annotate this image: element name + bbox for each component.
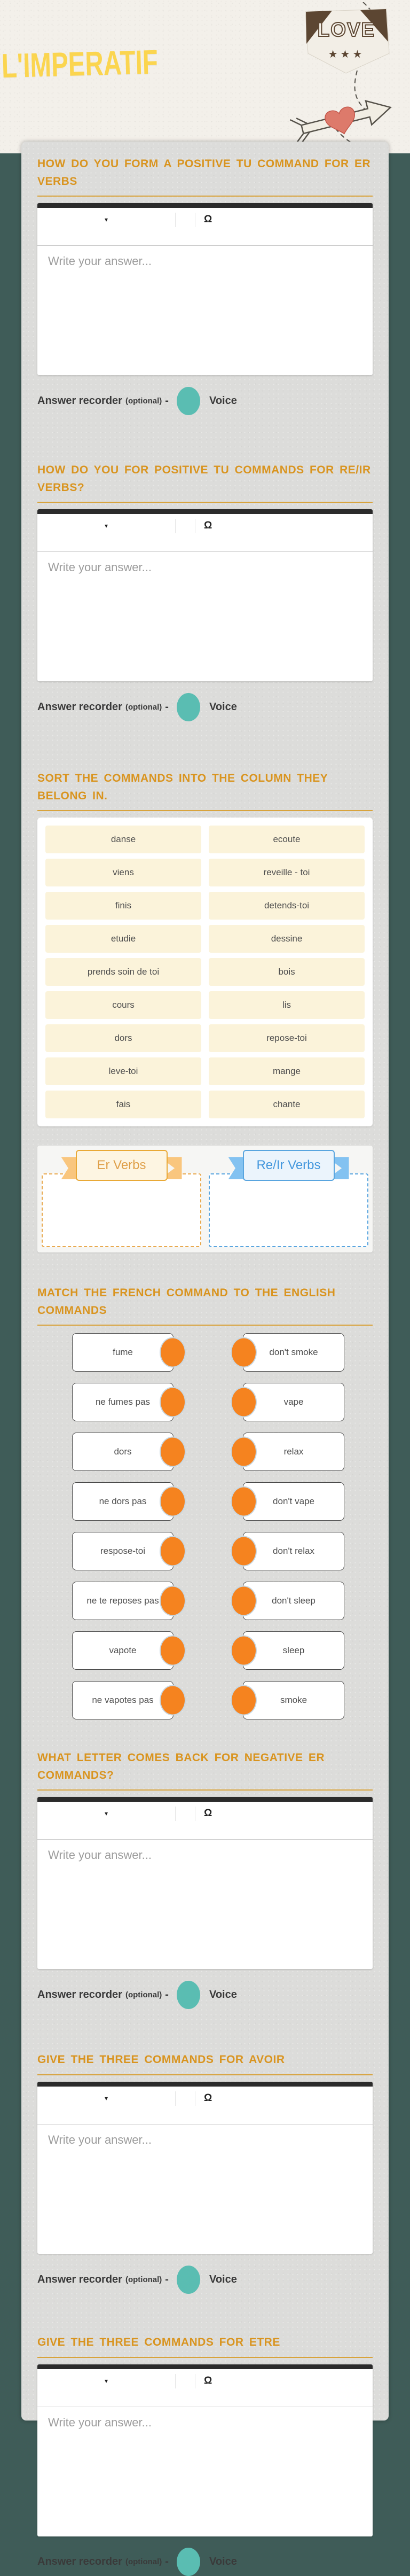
- match-pair-row: [72, 1383, 373, 1421]
- voice-record-button[interactable]: [177, 2548, 200, 2576]
- match-french-card: [72, 1681, 174, 1719]
- question-title: MATCH THE FRENCH COMMAND TO THE ENGLISH COMMANDS: [37, 1287, 336, 1317]
- answer-recorder-optional-label: (optional): [125, 1990, 162, 1999]
- match-french-label: ne vapotes pas: [92, 1695, 154, 1706]
- special-characters-omega-button[interactable]: Ω: [204, 2375, 212, 2386]
- answer-recorder-optional-label: (optional): [125, 2275, 162, 2284]
- sort-command-tile[interactable]: detends-toi: [209, 892, 365, 920]
- banner-stars: ★★★: [328, 49, 365, 60]
- toolbar-divider: [175, 2091, 176, 2106]
- answer-recorder-dash: -: [165, 701, 169, 713]
- drop-zone-er-verbs[interactable]: [42, 1146, 201, 1252]
- editor-toolbar: [37, 1802, 373, 1839]
- toolbar-divider: [175, 213, 176, 227]
- toolbar-divider: [175, 519, 176, 533]
- match-connector-dot[interactable]: [160, 1685, 186, 1716]
- title-underline: [37, 196, 373, 197]
- er-verbs-ribbon-label: Er Verbs: [76, 1150, 168, 1181]
- match-connector-dot[interactable]: [160, 1387, 186, 1418]
- sort-command-tile[interactable]: dors: [45, 1024, 201, 1052]
- match-pair-row: [72, 1333, 373, 1372]
- match-english-card: [243, 1582, 344, 1620]
- answer-recorder-row: [37, 693, 373, 721]
- editor-top-bar: [37, 509, 373, 514]
- match-french-card: [72, 1532, 174, 1570]
- answer-recorder-dash: -: [165, 2556, 169, 2568]
- sort-command-tile[interactable]: bois: [209, 958, 365, 986]
- sort-tiles-card: [37, 818, 373, 1126]
- editor-toolbar: [37, 208, 373, 245]
- match-connector-dot[interactable]: [231, 1586, 257, 1616]
- answer-recorder-dash: -: [165, 394, 169, 407]
- match-connector-dot[interactable]: [160, 1586, 186, 1616]
- match-french-label: fume: [113, 1347, 133, 1358]
- answer-editor: [37, 2082, 373, 2254]
- special-characters-omega-button[interactable]: Ω: [204, 214, 212, 225]
- question-free-text-negative-er: [37, 1749, 373, 2009]
- answer-placeholder: Write your answer...: [48, 561, 152, 574]
- match-french-label: dors: [114, 1446, 132, 1457]
- toolbar-divider: [175, 2374, 176, 2388]
- match-connector-dot[interactable]: [231, 1487, 257, 1517]
- match-english-card: [243, 1631, 344, 1670]
- match-english-label: don't relax: [273, 1546, 314, 1557]
- answer-textarea[interactable]: [37, 551, 373, 681]
- question-title: SORT THE COMMANDS INTO THE COLUMN THEY BELONG IN.: [37, 772, 328, 802]
- voice-button-label: Voice: [209, 701, 237, 713]
- match-english-label: vape: [283, 1397, 304, 1407]
- er-verbs-drop-area[interactable]: [42, 1173, 201, 1247]
- match-pair-row: [72, 1532, 373, 1570]
- answer-recorder-label: Answer recorder: [37, 394, 122, 407]
- answer-recorder-dash: -: [165, 2273, 169, 2285]
- match-french-label: ne fumes pas: [95, 1397, 151, 1407]
- voice-record-button[interactable]: [177, 1981, 200, 2009]
- paragraph-style-dropdown-caret-icon[interactable]: ▾: [104, 216, 108, 224]
- answer-recorder-label: Answer recorder: [37, 701, 122, 713]
- special-characters-omega-button[interactable]: Ω: [204, 520, 212, 532]
- sort-command-tile[interactable]: fais: [45, 1091, 201, 1118]
- answer-recorder-optional-label: (optional): [125, 702, 162, 712]
- match-connector-dot[interactable]: [231, 1337, 257, 1368]
- sort-command-tile[interactable]: cours: [45, 991, 201, 1019]
- editor-toolbar: [37, 514, 373, 551]
- sort-command-tile[interactable]: mange: [209, 1057, 365, 1085]
- answer-recorder-row: [37, 387, 373, 415]
- match-french-card: [72, 1333, 174, 1372]
- question-title: WHAT LETTER COMES BACK FOR NEGATIVE ER COMMANDS?: [37, 1752, 325, 1781]
- sort-command-tile[interactable]: danse: [45, 826, 201, 853]
- toolbar-divider: [175, 1807, 176, 1821]
- answer-recorder-optional-label: (optional): [125, 2557, 162, 2567]
- answer-recorder-optional-label: (optional): [125, 396, 162, 406]
- match-french-label: vapote: [109, 1645, 137, 1656]
- title-underline: [37, 502, 373, 503]
- match-english-label: don't smoke: [269, 1347, 318, 1358]
- editor-top-bar: [37, 2082, 373, 2087]
- match-connector-dot[interactable]: [231, 1536, 257, 1567]
- answer-recorder-label: Answer recorder: [37, 2556, 122, 2568]
- answer-placeholder: Write your answer...: [48, 2415, 152, 2429]
- er-verbs-ribbon: [61, 1150, 182, 1184]
- sort-drop-zones: [37, 1146, 373, 1252]
- match-french-card: [72, 1631, 174, 1670]
- match-connector-dot[interactable]: [160, 1437, 186, 1467]
- match-pair-row: [72, 1681, 373, 1719]
- answer-textarea[interactable]: [37, 2407, 373, 2536]
- paragraph-style-dropdown-caret-icon[interactable]: ▾: [104, 2377, 108, 2385]
- answer-recorder-label: Answer recorder: [37, 2273, 122, 2285]
- answer-recorder-row: [37, 2266, 373, 2293]
- page-title: L'IMPERATIF: [1, 43, 159, 85]
- question-free-text-avoir: [37, 2051, 373, 2293]
- special-characters-omega-button[interactable]: Ω: [204, 2092, 212, 2104]
- match-english-label: relax: [283, 1446, 304, 1457]
- match-connector-dot[interactable]: [160, 1487, 186, 1517]
- editor-top-bar: [37, 2364, 373, 2369]
- match-english-card: [243, 1333, 344, 1372]
- editor-top-bar: [37, 203, 373, 208]
- sort-command-tile[interactable]: reveille - toi: [209, 859, 365, 886]
- voice-button-label: Voice: [209, 394, 237, 407]
- question-sort-commands: [37, 770, 373, 1252]
- answer-placeholder: Write your answer...: [48, 254, 152, 268]
- answer-placeholder: Write your answer...: [48, 1848, 152, 1862]
- match-english-card: [243, 1482, 344, 1521]
- answer-placeholder: Write your answer...: [48, 2133, 152, 2147]
- love-arrow-decoration: [289, 2, 403, 153]
- worksheet-header: [0, 0, 410, 153]
- match-pair-row: [72, 1582, 373, 1620]
- reir-verbs-ribbon-label: Re/Ir Verbs: [243, 1150, 335, 1181]
- answer-editor: [37, 203, 373, 375]
- sort-command-tile[interactable]: lis: [209, 991, 365, 1019]
- match-english-card: [243, 1532, 344, 1570]
- title-underline: [37, 1789, 373, 1791]
- match-english-card: [243, 1383, 344, 1421]
- sort-command-tile[interactable]: ecoute: [209, 826, 365, 853]
- editor-toolbar: [37, 2369, 373, 2407]
- paragraph-style-dropdown-caret-icon[interactable]: ▾: [104, 2095, 108, 2103]
- sort-command-tile[interactable]: finis: [45, 892, 201, 920]
- match-english-label: don't sleep: [272, 1596, 316, 1606]
- question-free-text-reir: [37, 462, 373, 721]
- match-rows: [37, 1333, 373, 1719]
- drop-zone-reir-verbs[interactable]: [209, 1146, 368, 1252]
- special-characters-omega-button[interactable]: Ω: [204, 1808, 212, 1819]
- voice-record-button[interactable]: [177, 2266, 200, 2294]
- match-english-card: [243, 1433, 344, 1471]
- editor-toolbar: [37, 2087, 373, 2124]
- love-banner-word: LOVE: [317, 19, 376, 41]
- voice-record-button[interactable]: [177, 693, 200, 721]
- reir-verbs-drop-area[interactable]: [209, 1173, 368, 1247]
- question-free-text-er: [37, 155, 373, 415]
- question-title: GIVE THE THREE COMMANDS FOR ETRE: [37, 2336, 280, 2349]
- title-underline: [37, 2357, 373, 2358]
- sort-command-tile[interactable]: leve-toi: [45, 1057, 201, 1085]
- voice-button-label: Voice: [209, 1988, 237, 2001]
- match-pair-row: [72, 1482, 373, 1521]
- answer-textarea[interactable]: [37, 1839, 373, 1969]
- answer-recorder-dash: -: [165, 1988, 169, 2001]
- match-french-card: [72, 1433, 174, 1471]
- question-title: HOW DO YOU FORM A POSITIVE TU COMMAND FOR ER VERBS: [37, 158, 371, 188]
- match-french-label: respose-toi: [100, 1546, 146, 1557]
- match-english-label: smoke: [280, 1695, 308, 1706]
- match-connector-dot[interactable]: [231, 1685, 257, 1716]
- voice-button-label: Voice: [209, 2556, 237, 2568]
- paragraph-style-dropdown-caret-icon[interactable]: ▾: [104, 1810, 108, 1818]
- answer-editor: [37, 2364, 373, 2536]
- sort-command-tile[interactable]: dessine: [209, 925, 365, 953]
- question-match-commands: [37, 1285, 373, 1719]
- sort-command-tile[interactable]: etudie: [45, 925, 201, 953]
- answer-textarea[interactable]: [37, 245, 373, 375]
- sort-command-tile[interactable]: viens: [45, 859, 201, 886]
- sort-tiles-grid: [45, 826, 365, 1118]
- match-french-card: [72, 1482, 174, 1521]
- answer-recorder-row: [37, 1981, 373, 2009]
- match-pair-row: [72, 1433, 373, 1471]
- question-title: GIVE THE THREE COMMANDS FOR AVOIR: [37, 2053, 285, 2066]
- title-underline: [37, 1325, 373, 1326]
- reir-verbs-ribbon: [228, 1150, 349, 1184]
- match-english-label: don't vape: [273, 1496, 314, 1507]
- match-english-card: [243, 1681, 344, 1719]
- match-connector-dot[interactable]: [231, 1437, 257, 1467]
- question-title: HOW DO YOU FOR POSITIVE TU COMMANDS FOR RE/IR VERBS?: [37, 464, 371, 494]
- sort-command-tile[interactable]: chante: [209, 1091, 365, 1118]
- match-connector-dot[interactable]: [160, 1636, 186, 1666]
- question-free-text-etre: [37, 2334, 373, 2576]
- match-pair-row: [72, 1631, 373, 1670]
- paragraph-style-dropdown-caret-icon[interactable]: ▾: [104, 522, 108, 530]
- match-connector-dot[interactable]: [160, 1337, 186, 1368]
- answer-textarea[interactable]: [37, 2124, 373, 2254]
- match-connector-dot[interactable]: [160, 1536, 186, 1567]
- match-french-label: ne te reposes pas: [86, 1596, 159, 1606]
- sort-command-tile[interactable]: repose-toi: [209, 1024, 365, 1052]
- voice-record-button[interactable]: [177, 387, 200, 415]
- match-connector-dot[interactable]: [231, 1387, 257, 1418]
- match-french-card: [72, 1383, 174, 1421]
- match-french-card: [72, 1582, 174, 1620]
- arrow-decoration: [290, 96, 394, 146]
- title-underline: [37, 2074, 373, 2075]
- answer-editor: [37, 509, 373, 681]
- sort-command-tile[interactable]: prends soin de toi: [45, 958, 201, 986]
- match-english-label: sleep: [282, 1645, 305, 1656]
- voice-button-label: Voice: [209, 2273, 237, 2285]
- editor-top-bar: [37, 1797, 373, 1802]
- answer-recorder-row: [37, 2548, 373, 2576]
- title-underline: [37, 810, 373, 811]
- match-french-label: ne dors pas: [99, 1496, 147, 1507]
- worksheet-body: [21, 142, 389, 2568]
- answer-editor: [37, 1797, 373, 1969]
- match-connector-dot[interactable]: [231, 1636, 257, 1666]
- answer-recorder-label: Answer recorder: [37, 1988, 122, 2001]
